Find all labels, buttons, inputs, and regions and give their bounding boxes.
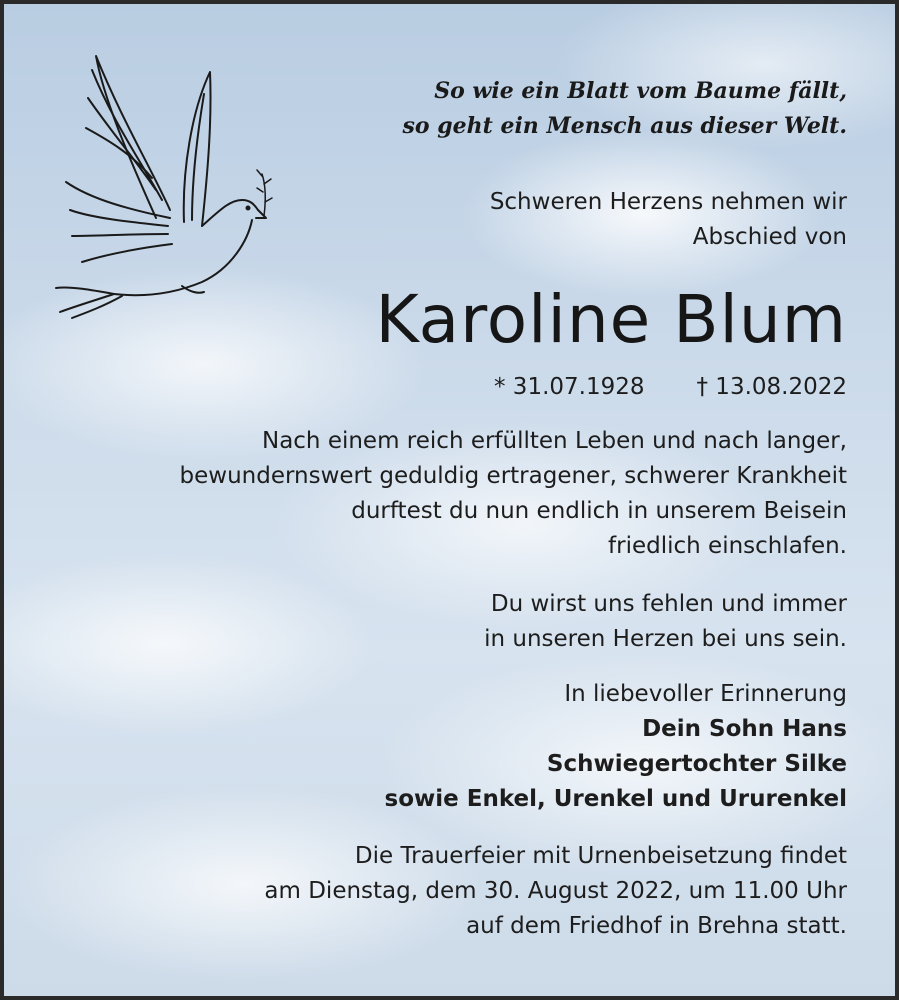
ceremony-line: am Dienstag, dem 30. August 2022, um 11.00 Uhr	[264, 878, 847, 904]
mourners-intro: In liebevoller Erinnerung	[564, 681, 847, 707]
intro-text	[490, 185, 847, 255]
body-line: durftest du nun endlich in unserem Beisein	[351, 498, 847, 524]
motto-verse	[403, 74, 847, 144]
farewell-line: in unseren Herzen bei uns sein.	[484, 626, 847, 652]
farewell-text	[484, 587, 847, 657]
death-date: † 13.08.2022	[696, 374, 847, 400]
ceremony-line: auf dem Friedhof in Brehna statt.	[466, 913, 847, 939]
farewell-line: Du wirst uns fehlen und immer	[490, 591, 847, 617]
motto-line: so geht ein Mensch aus dieser Welt.	[402, 113, 847, 139]
deceased-name: Karoline Blum	[375, 281, 847, 358]
motto-line: So wie ein Blatt vom Baume fällt,	[434, 78, 847, 104]
body-text	[180, 424, 847, 564]
intro-line: Schweren Herzens nehmen wir	[489, 189, 847, 215]
birth-date: * 31.07.1928	[494, 374, 645, 400]
body-line: friedlich einschlafen.	[608, 533, 847, 559]
ceremony-line: Die Trauerfeier mit Urnenbeisetzung findet	[354, 843, 847, 869]
dove-with-olive-branch-icon	[52, 50, 282, 320]
mourner-name: Dein Sohn Hans	[642, 716, 847, 742]
life-dates	[494, 370, 847, 404]
body-line: Nach einem reich erfüllten Leben und nach langer,	[261, 428, 847, 454]
body-line: bewundernswert geduldig ertragener, schwerer Krankheit	[179, 463, 847, 489]
mourners-block	[385, 677, 847, 817]
mourner-name: sowie Enkel, Urenkel und Ururenkel	[384, 786, 847, 812]
ceremony-info	[264, 839, 847, 944]
intro-line: Abschied von	[692, 224, 847, 250]
mourner-name: Schwiegertochter Silke	[546, 751, 847, 777]
